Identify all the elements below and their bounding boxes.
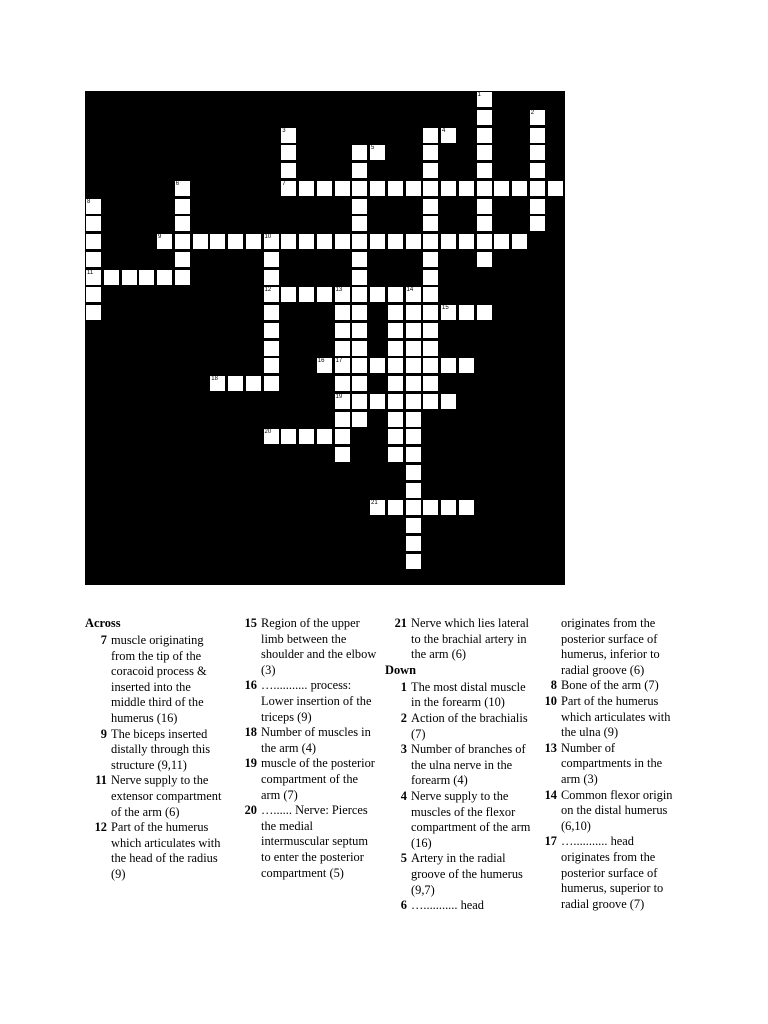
grid-number: 20 [264, 429, 272, 436]
grid-cell[interactable] [422, 215, 439, 232]
grid-cell[interactable] [387, 393, 404, 410]
grid-cell[interactable] [351, 411, 368, 428]
grid-cell[interactable] [85, 198, 102, 215]
grid-number: 13 [335, 287, 343, 294]
grid-cell[interactable] [280, 162, 297, 179]
grid-cell[interactable] [476, 251, 493, 268]
clue-number: 15 [244, 616, 257, 630]
grid-cell[interactable] [422, 233, 439, 250]
grid-cell[interactable] [85, 269, 102, 286]
clue-number: 16 [244, 678, 257, 693]
clue-column-4 [535, 616, 675, 912]
grid-cell[interactable] [405, 553, 422, 570]
clue-text: The most distal muscle in the forearm (10) [411, 679, 526, 710]
clue-item [385, 711, 535, 742]
grid-cell[interactable] [334, 393, 351, 410]
grid-cell[interactable] [280, 180, 297, 197]
clue-text: Artery in the radial groove of the humerus (9,7) [411, 851, 523, 897]
grid-cell[interactable] [298, 428, 315, 445]
grid-cell[interactable] [458, 499, 475, 516]
grid-number: 3 [282, 127, 286, 134]
grid-cell[interactable] [476, 127, 493, 144]
grid-cell[interactable] [405, 304, 422, 321]
grid-cell[interactable] [351, 269, 368, 286]
grid-cell[interactable] [334, 428, 351, 445]
clue-text: Number of muscles in the arm (4) [261, 725, 371, 755]
grid-cell[interactable] [405, 180, 422, 197]
clue-text: Region of the upper limb between the shoulder and the elbow (3) [261, 616, 377, 677]
grid-cell[interactable] [529, 215, 546, 232]
grid-cell[interactable] [422, 375, 439, 392]
grid-cell[interactable] [227, 375, 244, 392]
grid-cell[interactable] [422, 499, 439, 516]
grid-cell[interactable] [529, 162, 546, 179]
grid-cell[interactable] [334, 446, 351, 463]
grid-cell[interactable] [316, 286, 333, 303]
grid-number: 8 [87, 198, 91, 205]
grid-cell[interactable] [458, 304, 475, 321]
clue-number: 8 [550, 678, 557, 693]
grid-cell[interactable] [334, 180, 351, 197]
clue-text: Common flexor origin on the distal humerus (6,10) [561, 787, 673, 833]
grid-cell[interactable] [351, 251, 368, 268]
grid-cell[interactable] [156, 233, 173, 250]
clue-number: 19 [244, 756, 257, 771]
grid-cell[interactable] [405, 375, 422, 392]
grid-cell[interactable] [209, 375, 226, 392]
grid-cell[interactable] [316, 357, 333, 374]
clue-item [535, 788, 675, 835]
grid-cell[interactable] [280, 428, 297, 445]
grid-cell[interactable] [422, 269, 439, 286]
grid-number: 12 [264, 287, 272, 294]
grid-cell[interactable] [174, 215, 191, 232]
clue-number: 12 [94, 820, 107, 835]
clue-item [235, 725, 377, 756]
grid-cell[interactable] [405, 322, 422, 339]
clue-item [535, 616, 675, 678]
grid-cell[interactable] [121, 269, 138, 286]
grid-cell[interactable] [493, 180, 510, 197]
grid-cell[interactable] [280, 233, 297, 250]
grid-cell[interactable] [405, 535, 422, 552]
clue-column-3 [385, 616, 535, 914]
grid-number: 16 [317, 358, 325, 365]
grid-number: 17 [335, 358, 343, 365]
grid-cell[interactable] [103, 269, 120, 286]
grid-cell[interactable] [369, 180, 386, 197]
crossword-grid [85, 91, 565, 585]
grid-cell[interactable] [369, 499, 386, 516]
clue-item [385, 680, 535, 711]
clue-item [85, 820, 225, 882]
grid-cell[interactable] [405, 393, 422, 410]
grid-cell[interactable] [476, 233, 493, 250]
grid-cell[interactable] [458, 180, 475, 197]
grid-cell[interactable] [440, 180, 457, 197]
grid-cell[interactable] [369, 357, 386, 374]
clue-text: Number of branches of the ulna nerve in the forearm (4) [411, 742, 526, 788]
grid-cell[interactable] [263, 304, 280, 321]
clue-number: 2 [400, 710, 407, 725]
grid-cell[interactable] [422, 180, 439, 197]
grid-number: 7 [282, 180, 286, 187]
grid-cell[interactable] [263, 340, 280, 357]
grid-cell[interactable] [422, 144, 439, 161]
grid-cell[interactable] [387, 411, 404, 428]
clue-text: Nerve supply to the muscles of the flexor compartment of the arm (16) [411, 788, 531, 850]
grid-cell[interactable] [387, 428, 404, 445]
grid-cell[interactable] [85, 286, 102, 303]
grid-cell[interactable] [529, 144, 546, 161]
clue-item [385, 742, 535, 789]
clue-number: 17 [544, 834, 557, 849]
grid-cell[interactable] [351, 215, 368, 232]
grid-cell[interactable] [387, 499, 404, 516]
grid-cell[interactable] [263, 286, 280, 303]
clue-number: 11 [95, 773, 107, 788]
grid-cell[interactable] [369, 393, 386, 410]
grid-number: 6 [175, 180, 180, 187]
clue-item [535, 741, 675, 788]
grid-cell[interactable] [245, 375, 262, 392]
clue-column-1 [85, 616, 225, 883]
grid-cell[interactable] [422, 127, 439, 144]
grid-cell[interactable] [511, 233, 528, 250]
grid-cell[interactable] [387, 286, 404, 303]
grid-number: 21 [371, 500, 378, 507]
grid-cell[interactable] [192, 233, 209, 250]
grid-cell[interactable] [387, 340, 404, 357]
grid-number: 1 [477, 92, 481, 98]
grid-cell[interactable] [422, 198, 439, 215]
grid-cell[interactable] [529, 109, 546, 126]
clue-text: muscle of the posterior compartment of the arm (7) [261, 756, 375, 802]
grid-cell[interactable] [369, 144, 386, 161]
grid-cell[interactable] [511, 180, 528, 197]
grid-cell[interactable] [263, 251, 280, 268]
grid-cell[interactable] [405, 446, 422, 463]
grid-cell[interactable] [476, 198, 493, 215]
clue-text: …........... process: Lower insertion of the triceps (9) [261, 678, 372, 724]
grid-cell[interactable] [263, 269, 280, 286]
grid-cell[interactable] [351, 198, 368, 215]
clue-text: Number of compartments in the arm (3) [561, 740, 663, 786]
clue-item [385, 851, 535, 898]
grid-number: 10 [264, 234, 272, 240]
grid-cell[interactable] [334, 322, 351, 339]
clue-item [385, 789, 535, 851]
clue-number: 18 [244, 725, 257, 740]
clue-number: 6 [400, 898, 407, 913]
grid-cell[interactable] [351, 286, 368, 303]
grid-cell[interactable] [351, 304, 368, 321]
clue-item [235, 756, 377, 803]
grid-cell[interactable] [85, 215, 102, 232]
grid-cell[interactable] [369, 286, 386, 303]
clue-text: Nerve which lies lateral to the brachial artery in the arm (6) [411, 616, 530, 662]
grid-cell[interactable] [369, 233, 386, 250]
grid-number: 9 [158, 234, 162, 240]
clue-number: 3 [400, 742, 407, 757]
grid-cell[interactable] [351, 322, 368, 339]
grid-cell[interactable] [476, 162, 493, 179]
clue-item [235, 616, 377, 678]
grid-cell[interactable] [387, 322, 404, 339]
clue-number: 13 [544, 740, 557, 755]
grid-cell[interactable] [174, 180, 191, 197]
grid-cell[interactable] [138, 269, 155, 286]
down-heading: Down [385, 662, 416, 677]
clue-item [385, 616, 535, 663]
grid-number: 14 [406, 287, 414, 294]
grid-cell[interactable] [227, 233, 244, 250]
grid-cell[interactable] [316, 233, 333, 250]
grid-cell[interactable] [316, 180, 333, 197]
grid-number: 15 [442, 305, 449, 311]
grid-cell[interactable] [476, 215, 493, 232]
clue-column-2 [235, 616, 377, 881]
grid-cell[interactable] [351, 180, 368, 197]
grid-cell[interactable] [351, 357, 368, 374]
grid-cell[interactable] [476, 91, 493, 108]
grid-number: 18 [211, 376, 218, 382]
grid-cell[interactable] [334, 233, 351, 250]
grid-cell[interactable] [405, 357, 422, 374]
grid-cell[interactable] [263, 375, 280, 392]
clue-item [235, 803, 377, 881]
clue-text: muscle originating from the tip of the coracoid process & inserted into the middle third of the humerus (16) [111, 633, 207, 725]
grid-cell[interactable] [440, 127, 457, 144]
grid-cell[interactable] [458, 357, 475, 374]
grid-cell[interactable] [351, 144, 368, 161]
grid-cell[interactable] [422, 322, 439, 339]
clue-text: Bone of the arm (7) [561, 678, 659, 693]
grid-cell[interactable] [440, 304, 457, 321]
grid-cell[interactable] [440, 233, 457, 250]
grid-cell[interactable] [405, 499, 422, 516]
grid-cell[interactable] [529, 198, 546, 215]
clue-item [85, 633, 225, 727]
grid-cell[interactable] [440, 393, 457, 410]
grid-cell[interactable] [440, 499, 457, 516]
clue-item [385, 898, 535, 914]
clue-number: 21 [394, 616, 407, 630]
grid-cell[interactable] [405, 233, 422, 250]
grid-cell[interactable] [405, 340, 422, 357]
clue-item [535, 834, 675, 912]
grid-cell[interactable] [334, 340, 351, 357]
grid-number: 5 [371, 145, 375, 152]
grid-number: 19 [335, 393, 343, 400]
grid-cell[interactable] [263, 233, 280, 250]
grid-cell[interactable] [174, 269, 191, 286]
clue-number: 7 [100, 633, 107, 647]
grid-cell[interactable] [387, 304, 404, 321]
clue-item [235, 678, 377, 725]
grid-cell[interactable] [422, 162, 439, 179]
clue-number: 9 [100, 726, 107, 741]
clue-text: …........... head [411, 898, 484, 913]
grid-cell[interactable] [529, 127, 546, 144]
grid-cell[interactable] [476, 109, 493, 126]
grid-cell[interactable] [174, 233, 191, 250]
clue-text: originates from the posterior surface of humerus, inferior to radial groove (6) [561, 616, 660, 677]
clue-number: 20 [244, 803, 257, 818]
grid-cell[interactable] [405, 464, 422, 481]
grid-cell[interactable] [209, 233, 226, 250]
grid-cell[interactable] [351, 233, 368, 250]
clue-item [535, 694, 675, 741]
grid-cell[interactable] [387, 375, 404, 392]
grid-cell[interactable] [493, 233, 510, 250]
grid-cell[interactable] [280, 144, 297, 161]
clue-number: 5 [400, 851, 407, 866]
clue-text: Action of the brachialis (7) [411, 710, 528, 741]
grid-cell[interactable] [458, 233, 475, 250]
grid-cell[interactable] [334, 411, 351, 428]
grid-cell[interactable] [422, 357, 439, 374]
clue-number: 10 [544, 693, 557, 708]
grid-cell[interactable] [280, 127, 297, 144]
grid-cell[interactable] [351, 162, 368, 179]
grid-cell[interactable] [334, 304, 351, 321]
grid-cell[interactable] [529, 180, 546, 197]
clue-text: …........... head originates from the posterior surface of humerus, superior to radial groove (7) [561, 834, 664, 911]
grid-cell[interactable] [405, 428, 422, 445]
grid-cell[interactable] [85, 304, 102, 321]
grid-cell[interactable] [174, 251, 191, 268]
clue-number: 14 [544, 787, 557, 802]
grid-cell[interactable] [422, 393, 439, 410]
grid-cell[interactable] [156, 269, 173, 286]
grid-cell[interactable] [440, 357, 457, 374]
grid-cell[interactable] [422, 286, 439, 303]
grid-cell[interactable] [316, 428, 333, 445]
clue-number: 4 [400, 788, 407, 803]
grid-cell[interactable] [334, 286, 351, 303]
grid-cell[interactable] [476, 144, 493, 161]
grid-cell[interactable] [334, 357, 351, 374]
clue-text: …...... Nerve: Pierces the medial intermuscular septum to enter the posterior compartment (5) [261, 803, 369, 880]
grid-cell[interactable] [263, 322, 280, 339]
grid-cell[interactable] [174, 198, 191, 215]
grid-cell[interactable] [351, 340, 368, 357]
grid-cell[interactable] [351, 375, 368, 392]
clue-text: Nerve supply to the extensor compartment of the arm (6) [111, 773, 222, 819]
clue-item [85, 773, 225, 820]
grid-cell[interactable] [387, 446, 404, 463]
grid-number: 4 [442, 127, 446, 134]
grid-cell[interactable] [422, 340, 439, 357]
clue-item [535, 678, 675, 694]
grid-cell[interactable] [298, 233, 315, 250]
grid-cell[interactable] [405, 517, 422, 534]
grid-cell[interactable] [263, 428, 280, 445]
clue-text: Part of the humerus which articulates with the head of the radius (9) [111, 820, 221, 881]
grid-cell[interactable] [405, 411, 422, 428]
grid-cell[interactable] [422, 304, 439, 321]
grid-cell[interactable] [280, 286, 297, 303]
grid-cell[interactable] [405, 286, 422, 303]
grid-cell[interactable] [334, 375, 351, 392]
across-heading: Across [85, 616, 121, 630]
grid-cell[interactable] [298, 180, 315, 197]
clue-text: The biceps inserted distally through this structure (9,11) [111, 726, 211, 772]
grid-cell[interactable] [263, 357, 280, 374]
clue-number: 1 [400, 679, 407, 694]
grid-cell[interactable] [387, 233, 404, 250]
grid-number: 11 [87, 269, 94, 276]
grid-cell[interactable] [387, 180, 404, 197]
grid-cell[interactable] [387, 357, 404, 374]
grid-cell[interactable] [298, 286, 315, 303]
clue-item [85, 727, 225, 774]
grid-cell[interactable] [476, 304, 493, 321]
grid-cell[interactable] [405, 482, 422, 499]
clue-text: Part of the humerus which articulates with the ulna (9) [561, 693, 671, 740]
grid-cell[interactable] [422, 251, 439, 268]
grid-cell[interactable] [85, 233, 102, 250]
grid-cell[interactable] [85, 251, 102, 268]
grid-cell[interactable] [245, 233, 262, 250]
grid-cell[interactable] [547, 180, 564, 197]
grid-cell[interactable] [351, 393, 368, 410]
grid-cell[interactable] [476, 180, 493, 197]
grid-number: 2 [530, 109, 535, 116]
